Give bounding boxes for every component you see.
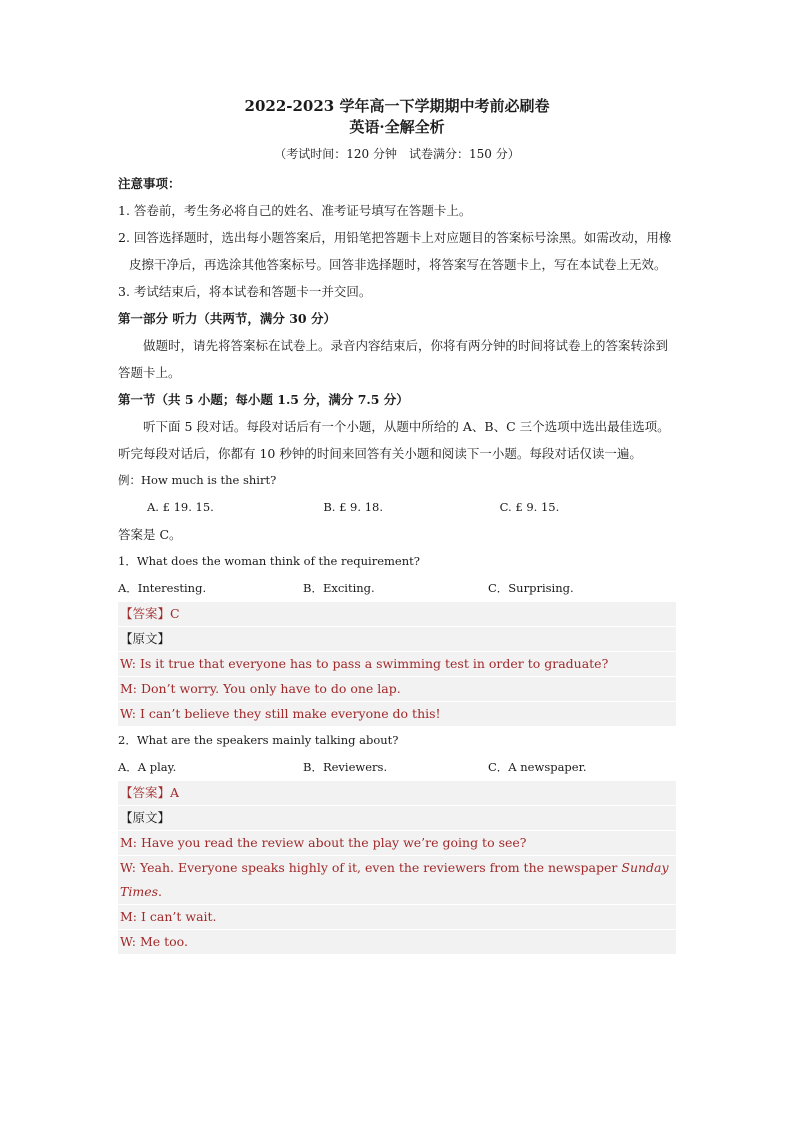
question-2-transcript-line-4: W: Me too. bbox=[118, 930, 676, 955]
question-2-options bbox=[118, 754, 676, 781]
question-2-stem: 2．What are the speakers mainly talking about? bbox=[118, 733, 399, 747]
example-option-c: C. £ 9. 15. bbox=[499, 500, 560, 514]
notice-item-2: 2. 回答选择题时，选出每小题答案后，用铅笔把答题卡上对应题目的答案标号涂黑。如需改动，用橡皮擦干净后，再选涂其他答案标号。回答非选择题时，将答案写在答题卡上，写在本试卷上无效。 bbox=[118, 230, 672, 272]
notice-item-3: 3. 考试结束后，将本试卷和答题卡一并交回。 bbox=[118, 284, 372, 299]
question-2-option-b: B．Reviewers. bbox=[303, 760, 388, 774]
part1-instruction: 做题时，请先将答案标在试卷上。录音内容结束后，你将有两分钟的时间将试卷上的答案转涂到答题卡上。 bbox=[118, 338, 669, 380]
exam-subtitle: 英语·全解全析 bbox=[349, 118, 445, 136]
question-2-answer bbox=[118, 781, 676, 806]
exam-page bbox=[118, 96, 676, 955]
question-1-options bbox=[118, 575, 676, 602]
question-1-transcript-label: 【原文】 bbox=[118, 627, 676, 652]
question-1-analysis bbox=[118, 602, 676, 727]
question-1-option-c: C．Surprising. bbox=[488, 581, 574, 595]
example-option-a: A. £ 19. 15. bbox=[147, 500, 214, 514]
question-1-transcript-line-3: W: I can’t believe they still make everyone do this! bbox=[118, 702, 676, 727]
question-1-option-b: B．Exciting. bbox=[303, 581, 375, 595]
section1-instruction: 听下面 5 段对话。每段对话后有一个小题，从题中所给的 A、B、C 三个选项中选出最佳选项。听完每段对话后，你都有 10 秒钟的时间来回答有关小题和阅读下一小题。每段对话仅读一遍。 bbox=[118, 419, 670, 461]
question-1-transcript-line-1: W: Is it true that everyone has to pass a swimming test in order to graduate? bbox=[118, 652, 676, 677]
question-2-transcript-line-2 bbox=[118, 856, 676, 905]
transcript-end: . bbox=[158, 884, 162, 899]
question-2-transcript-line-1: M: Have you read the review about the play we’re going to see? bbox=[118, 831, 676, 856]
answer-value: C bbox=[170, 606, 180, 621]
part1-heading: 第一部分 听力（共两节，满分 30 分） bbox=[118, 311, 336, 326]
example-options bbox=[118, 494, 676, 521]
example-option-b: B. £ 9. 18. bbox=[323, 500, 383, 514]
example-question: 例：How much is the shirt? bbox=[118, 473, 277, 487]
question-1-transcript-line-2: M: Don’t worry. You only have to do one lap. bbox=[118, 677, 676, 702]
transcript-text: W: Yeah. Everyone speaks highly of it, even the reviewers from the newspaper bbox=[120, 860, 622, 875]
question-2-analysis bbox=[118, 781, 676, 955]
question-2-transcript-label: 【原文】 bbox=[118, 806, 676, 831]
exam-title: 2022-2023 学年高一下学期期中考前必刷卷 bbox=[244, 97, 550, 115]
section1-heading: 第一节（共 5 小题；每小题 1.5 分，满分 7.5 分） bbox=[118, 392, 409, 407]
example-answer: 答案是 C。 bbox=[118, 527, 182, 542]
question-2-option-a: A．A play. bbox=[118, 760, 177, 774]
question-2-transcript-line-3: M: I can’t wait. bbox=[118, 905, 676, 930]
answer-label: 【答案】 bbox=[120, 785, 171, 800]
question-1-option-a: A．Interesting. bbox=[118, 581, 207, 595]
exam-info: （考试时间：120 分钟 试卷满分：150 分） bbox=[274, 147, 520, 161]
question-1-stem: 1．What does the woman think of the requirement? bbox=[118, 554, 420, 568]
newspaper-name: Sunday Times bbox=[120, 860, 669, 899]
answer-label: 【答案】 bbox=[120, 606, 171, 621]
answer-value: A bbox=[170, 785, 180, 800]
question-1-answer bbox=[118, 602, 676, 627]
question-2-option-c: C．A newspaper. bbox=[488, 760, 587, 774]
notice-heading: 注意事项： bbox=[118, 176, 181, 191]
notice-item-1: 1. 答卷前，考生务必将自己的姓名、准考证号填写在答题卡上。 bbox=[118, 203, 472, 218]
